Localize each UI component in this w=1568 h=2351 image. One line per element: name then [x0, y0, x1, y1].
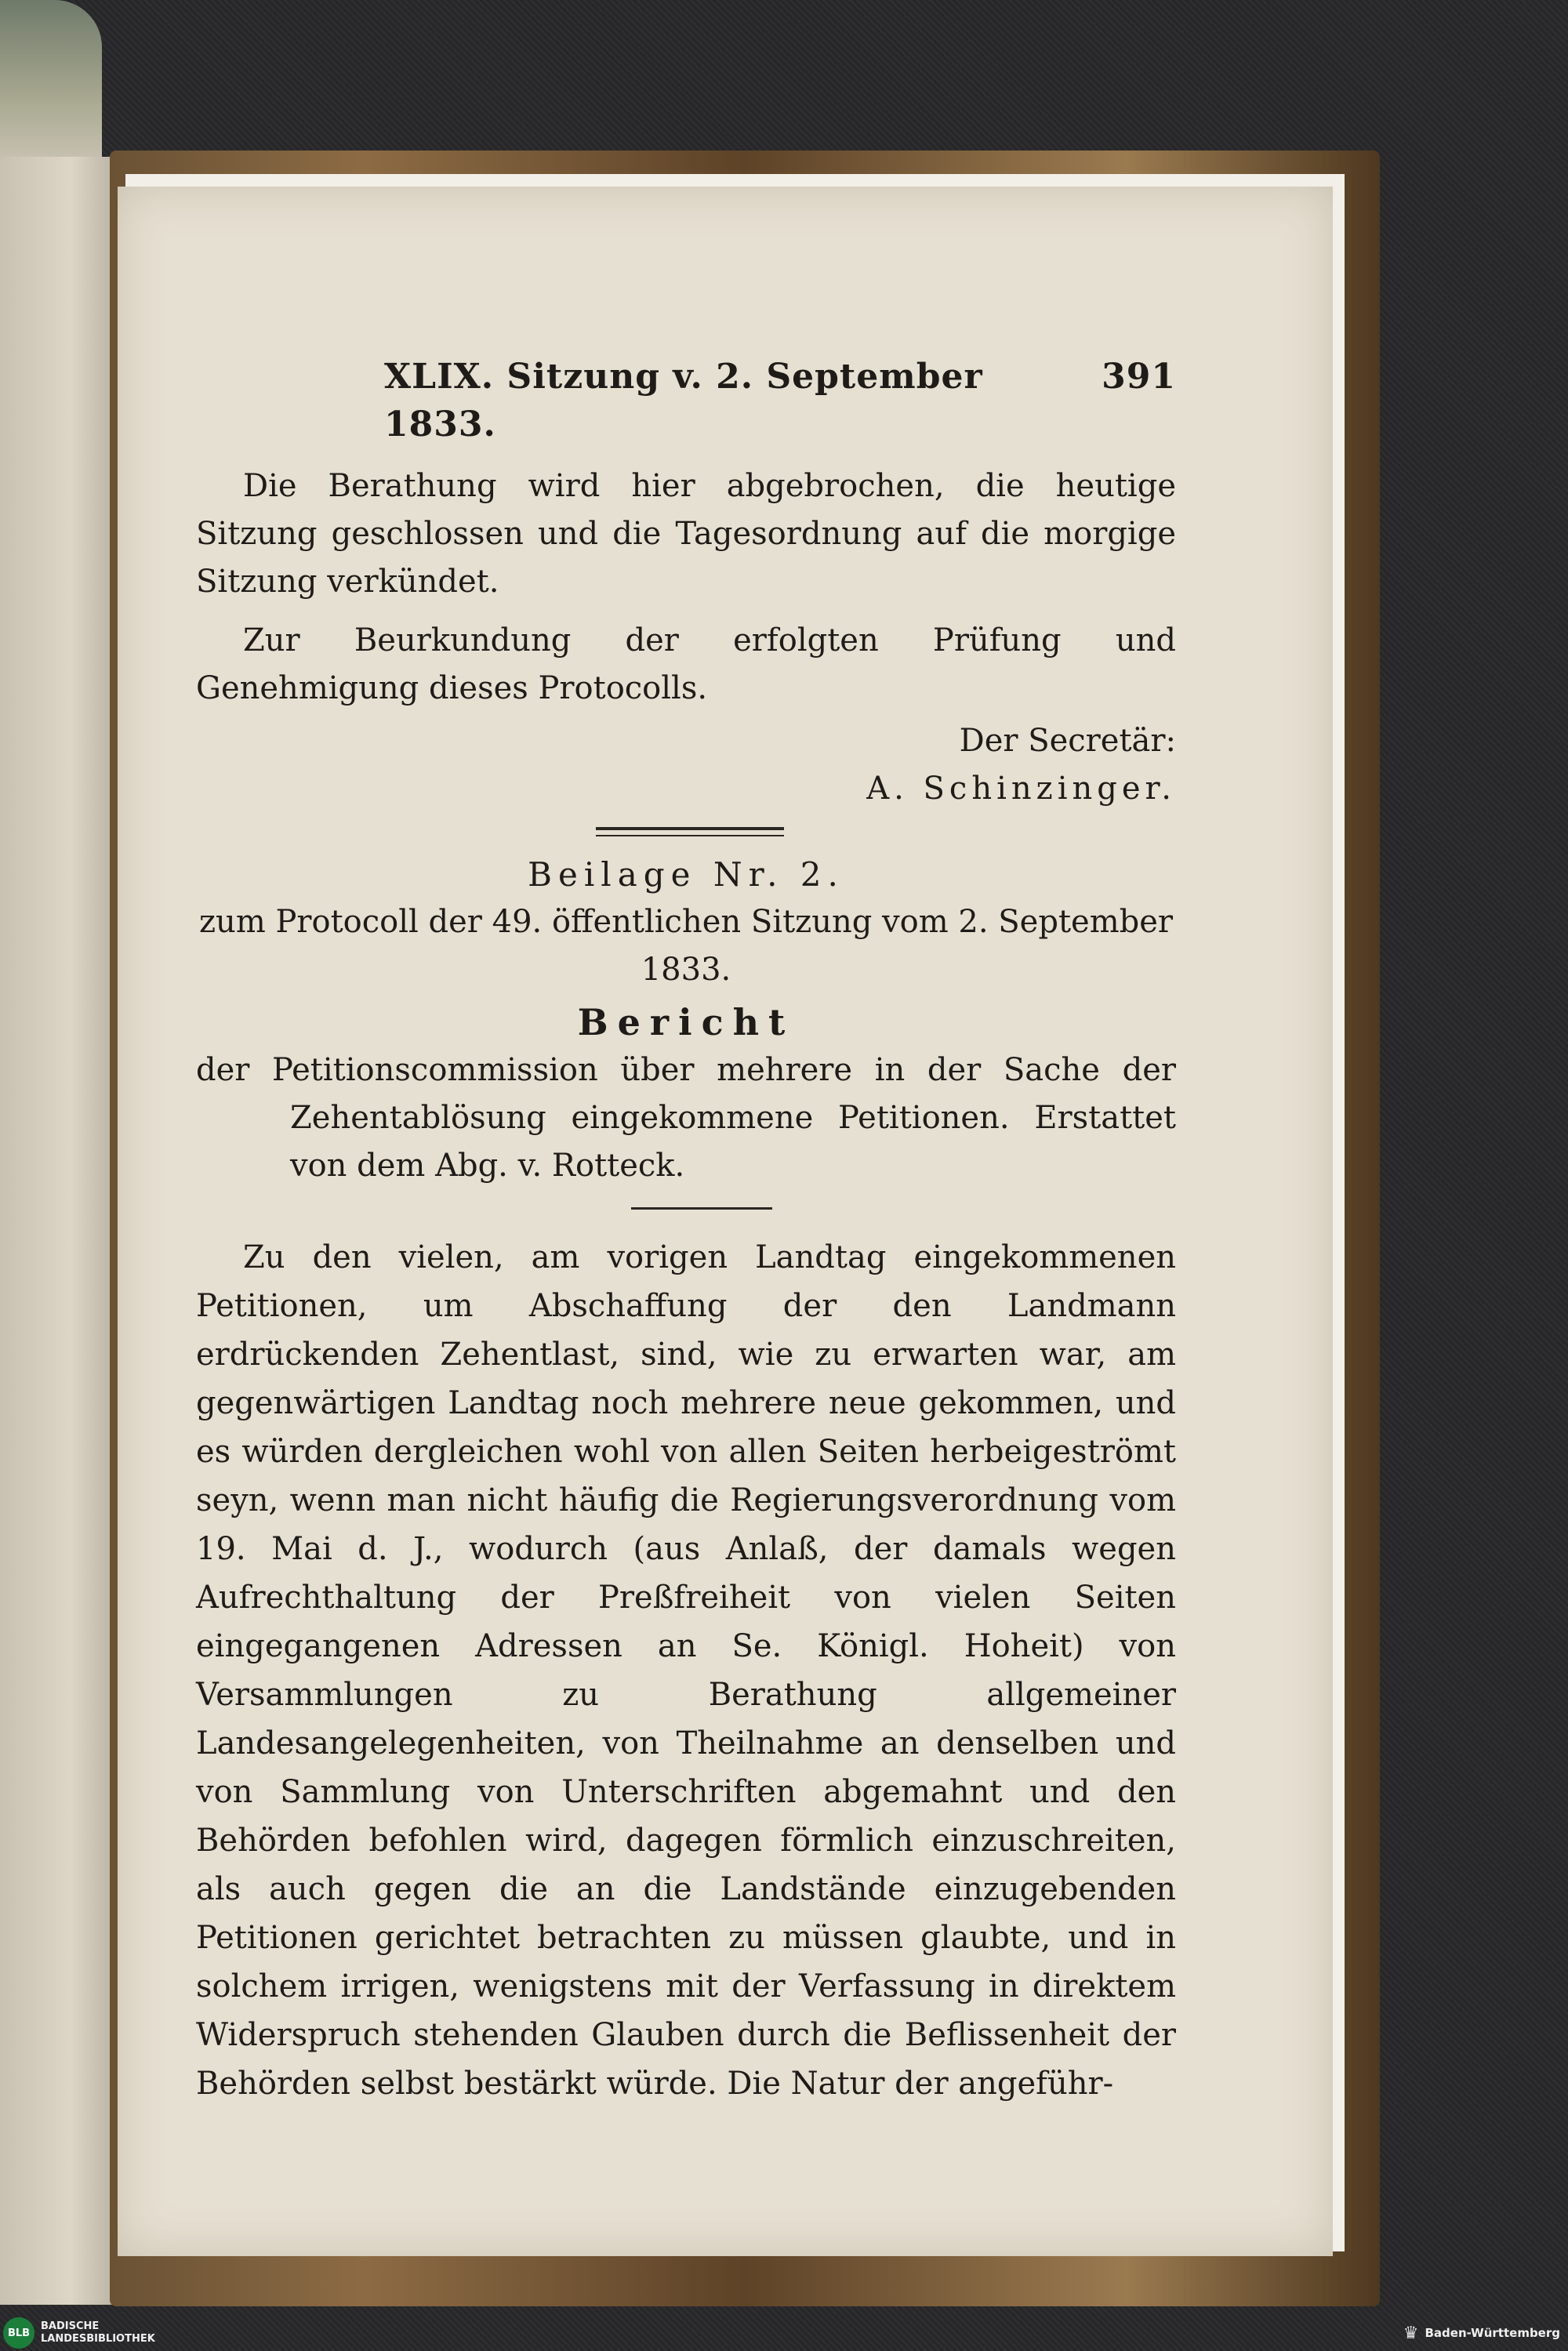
- blb-line1: BADISCHE: [41, 2320, 100, 2332]
- coat-of-arms-icon: ♛: [1403, 2323, 1419, 2343]
- bw-logo: [1403, 2319, 1560, 2347]
- body-paragraph: Zu den vielen, am vorigen Landtag eingekommenen Petitionen, um Abschaffung der den Landmann erdrückenden Zehentlast, sind, wie zu erwarten war, am gegenwärtigen Landtag noch mehrere neue gekommen, und es würden dergleichen wohl von allen Seiten herbeigeströmt seyn, wenn man nicht häufig die Regierungsverordnung vom 19. Mai d. J., wodurch (aus Anlaß, der damals wegen Aufrechthaltung der Preßfreiheit von vielen Seiten eingegangenen Adressen an Se. Königl. Hoheit) von Versammlungen zu Berathung allgemeiner Landesangelegenheiten, von Theilnahme an denselben und von Sammlung von Unterschriften abgemahnt und den Behörden befohlen wird, dagegen förmlich einzuschreiten, als auch gegen die an die Landstände einzugebenden Petitionen gerichtet betrachten zu müssen glaubte, und in solchem irrigen, wenigstens mit der Verfassung in direktem Widerspruch stehenden Glauben durch die Beflissenheit der Behörden selbst bestärkt würde. Die Natur der angeführ-: [196, 1239, 1176, 2102]
- certification-paragraph: Zur Beurkundung der erfolgten Prüfung und Genehmigung dieses Protocolls.: [196, 622, 1176, 706]
- blb-logo: [0, 2315, 314, 2351]
- appendix-subtitle: zum Protocoll der 49. öffentlichen Sitzung vom 2. September 1833.: [198, 904, 1174, 988]
- signature-name: A. Schinzinger.: [866, 771, 1176, 807]
- appendix-label: Beilage Nr. 2.: [528, 855, 844, 894]
- double-rule-divider: [596, 827, 784, 836]
- blb-line2: LANDESBIBLIOTHEK: [41, 2333, 155, 2345]
- report-heading: Bericht: [577, 1001, 795, 1043]
- report-subtitle: der Petitionscommission über mehrere in der Sache der Zehentablösung eingekommene Petitionen. Erstattet von dem Abg. v. Rotteck.: [196, 1052, 1176, 1184]
- header-title: XLIX. Sitzung v. 2. September 1833.: [384, 357, 983, 444]
- page-text: [196, 353, 1176, 2108]
- previous-page-edge: [0, 0, 102, 165]
- signature-role: Der Secretär:: [959, 723, 1176, 759]
- blb-badge-icon: BLB: [3, 2317, 34, 2349]
- bw-label: Baden-Württemberg: [1425, 2326, 1560, 2340]
- page-number: 391: [1102, 357, 1176, 397]
- single-rule-divider: [631, 1207, 772, 1210]
- running-header: [384, 353, 1176, 448]
- blb-label: [41, 2320, 155, 2346]
- closing-paragraph: Die Berathung wird hier abgebrochen, die heutige Sitzung geschlossen und die Tagesordnung auf die morgige Sitzung verkündet.: [196, 468, 1176, 600]
- previous-page: [0, 157, 118, 2305]
